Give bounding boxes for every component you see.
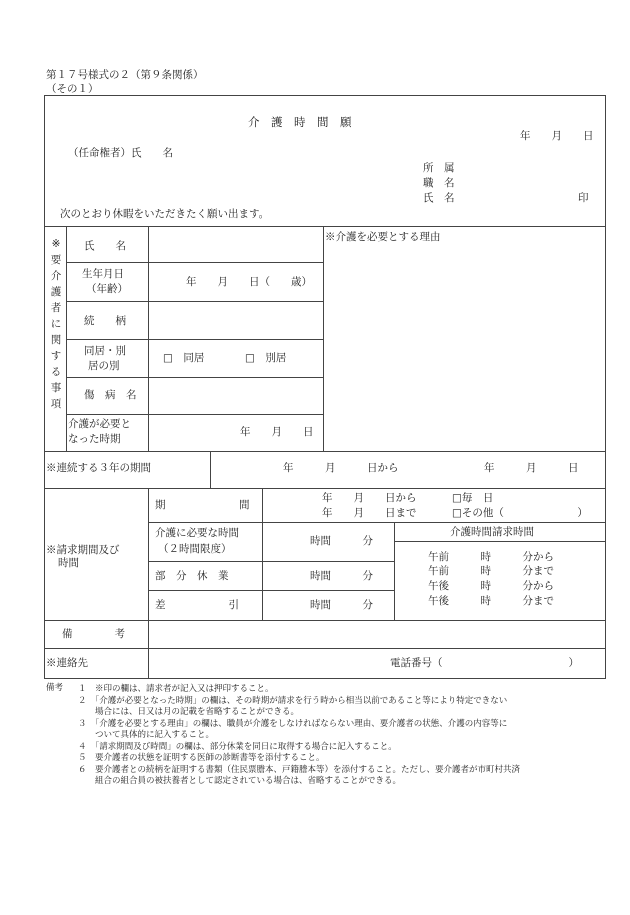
care-side-label: ※ 要 介 護 者 に 関 す る 事 項 bbox=[50, 238, 62, 410]
notes-list bbox=[78, 684, 520, 788]
note-item: ついて具体的に記入すること。 bbox=[78, 730, 215, 740]
remarks-label: 備 考 bbox=[62, 628, 125, 640]
cohab-label-1: 同居・別 bbox=[84, 345, 126, 357]
phone-number: 電話番号（ ） bbox=[390, 657, 579, 669]
frame-top bbox=[44, 95, 606, 96]
option-daily[interactable]: □毎 日 bbox=[452, 492, 494, 504]
period-label: 期 間 bbox=[155, 499, 250, 511]
form-part: （その１） bbox=[46, 83, 99, 95]
claim-row: 午後 時 分から bbox=[428, 580, 554, 592]
care-reason-label: ※介護を必要とする理由 bbox=[325, 231, 441, 243]
form-number: 第１７号様式の２（第９条関係） bbox=[46, 69, 204, 81]
birth-value: 年 月 日（ 歳） bbox=[186, 276, 312, 288]
note-item: １ ※印の欄は、請求者が記入又は押印すること。 bbox=[78, 684, 274, 694]
needed-time-value: 時間 分 bbox=[310, 535, 373, 547]
option-other[interactable]: □その他（ ） bbox=[452, 507, 588, 519]
contact-label: ※連絡先 bbox=[46, 657, 88, 669]
frame-right bbox=[605, 95, 606, 679]
request-period-label-2: 時間 bbox=[58, 557, 79, 569]
frame-left bbox=[44, 95, 45, 679]
needed-time-label-2: （２時間限度） bbox=[158, 543, 232, 555]
continuous-from: 年 月 日から bbox=[283, 462, 399, 474]
cohab-option-together[interactable]: □ 同居 bbox=[163, 352, 205, 364]
note-item: ３ 「介護を必要とする理由」の欄は、職員が介護をしなければならない理由、要介護者の状態、介護の内容等に bbox=[78, 718, 508, 729]
difference-label: 差 引 bbox=[155, 599, 239, 611]
cohab-label-2: 居の別 bbox=[88, 360, 120, 372]
note-item: ６ 要介護者との続柄を証明する書類（住民票謄本、戸籍謄本等）を添付すること。ただし、要介護者が市町村共済 bbox=[78, 764, 521, 775]
illness-label: 傷 病 名 bbox=[84, 389, 137, 401]
cohab-option-separate[interactable]: □ 別居 bbox=[245, 352, 287, 364]
notes-head: 備考 bbox=[46, 683, 64, 693]
continuous-to: 年 月 日 bbox=[484, 462, 579, 474]
note-item: ２ 「介護が必要となった時期」の欄は、その時期が請求を行う時から相当以前であること等により特定できない bbox=[78, 695, 508, 706]
partial-leave-label: 部 分 休 業 bbox=[155, 570, 229, 582]
request-text: 次のとおり休暇をいただきたく願い出ます。 bbox=[60, 208, 270, 220]
claim-row: 午前 時 分まで bbox=[428, 565, 554, 577]
need-value: 年 月 日 bbox=[240, 426, 314, 438]
period-to: 年 月 日まで bbox=[322, 507, 417, 519]
applicant-name-label: 氏 名 bbox=[423, 192, 455, 204]
position-label: 職 名 bbox=[423, 177, 455, 189]
frame-bottom bbox=[44, 678, 606, 679]
partial-leave-value: 時間 分 bbox=[310, 570, 373, 582]
claim-row: 午前 時 分から bbox=[428, 551, 554, 563]
continuous-label: ※連続する３年の期間 bbox=[46, 462, 151, 474]
note-item: 場合には、日又は月の記載を省略することができる。 bbox=[78, 707, 300, 717]
note-item: 組合の組合員の被扶養者として認定されている場合は、省略することができる。 bbox=[78, 776, 402, 786]
need-label-1: 介護が必要と bbox=[68, 418, 131, 430]
relation-label: 続 柄 bbox=[84, 315, 126, 327]
seal-mark: 印 bbox=[578, 192, 589, 204]
birth-label-2: （年齢） bbox=[86, 283, 128, 295]
period-from: 年 月 日から bbox=[322, 492, 417, 504]
form-title: 介 護 時 間 願 bbox=[248, 115, 352, 129]
need-label-2: なった時期 bbox=[68, 433, 121, 445]
appointer-name: （任命権者）氏 名 bbox=[68, 147, 173, 159]
affiliation-label: 所 属 bbox=[423, 162, 455, 174]
care-name-label: 氏 名 bbox=[84, 240, 126, 252]
needed-time-label-1: 介護に必要な時間 bbox=[155, 527, 239, 539]
request-date: 年 月 日 bbox=[520, 130, 594, 142]
birth-label-1: 生年月日 bbox=[82, 268, 124, 280]
difference-value: 時間 分 bbox=[310, 599, 373, 611]
note-item: ４ 「請求期間及び時間」の欄は、部分休業を同日に取得する場合に記入すること。 bbox=[78, 741, 397, 752]
claim-time-label: 介護時間請求時間 bbox=[450, 526, 534, 538]
note-item: ５ 要介護者の状態を証明する医師の診断書等を添付すること。 bbox=[78, 753, 325, 763]
request-period-label-1: ※請求期間及び bbox=[46, 544, 120, 556]
claim-row: 午後 時 分まで bbox=[428, 595, 554, 607]
